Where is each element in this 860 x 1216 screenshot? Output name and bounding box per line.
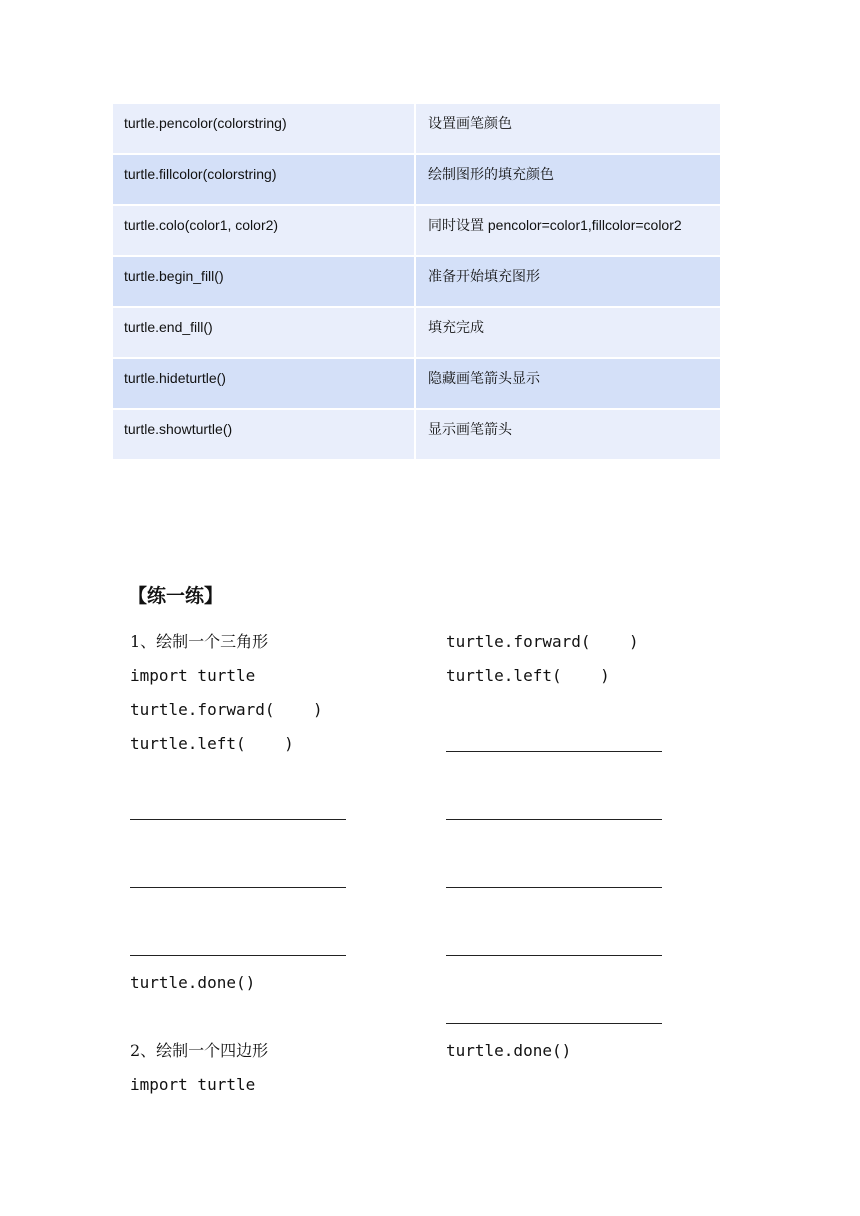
answer-blank-line[interactable] xyxy=(446,819,662,820)
function-description-cell: 绘制图形的填充颜色 xyxy=(428,166,554,182)
table-row xyxy=(113,308,720,357)
turtle-functions-table xyxy=(113,104,720,461)
table-row xyxy=(113,257,720,306)
function-description-cell: 同时设置 pencolor=color1,fillcolor=color2 xyxy=(428,217,682,233)
code-line-import: import turtle xyxy=(130,1075,256,1094)
table-row xyxy=(113,206,720,255)
function-description-cell: 显示画笔箭头 xyxy=(428,421,512,437)
answer-blank-line[interactable] xyxy=(130,819,346,820)
function-name-cell: turtle.showturtle() xyxy=(113,410,416,459)
table-row xyxy=(113,155,720,204)
function-description-cell: 准备开始填充图形 xyxy=(428,268,540,284)
function-name-cell: turtle.begin_fill() xyxy=(113,257,416,306)
code-line-forward: turtle.forward( ) xyxy=(130,700,323,719)
answer-blank-line[interactable] xyxy=(446,887,662,888)
question-1-title: 1、绘制一个三角形 xyxy=(130,632,269,651)
table-row xyxy=(113,104,720,153)
answer-blank-line[interactable] xyxy=(446,1023,662,1024)
answer-blank-line[interactable] xyxy=(130,955,346,956)
function-name-cell: turtle.hideturtle() xyxy=(113,359,416,408)
function-description-cell: 隐藏画笔箭头显示 xyxy=(428,370,540,386)
practice-heading: 【练一练】 xyxy=(128,585,224,607)
code-line-left: turtle.left( ) xyxy=(446,666,610,685)
code-line-done: turtle.done() xyxy=(446,1041,572,1060)
function-name-cell: turtle.fillcolor(colorstring) xyxy=(113,155,416,204)
question-2-title: 2、绘制一个四边形 xyxy=(130,1041,269,1060)
function-name-cell: turtle.colo(color1, color2) xyxy=(113,206,416,255)
answer-blank-line[interactable] xyxy=(446,751,662,752)
code-line-import: import turtle xyxy=(130,666,256,685)
code-line-left: turtle.left( ) xyxy=(130,734,294,753)
function-description-cell: 填充完成 xyxy=(428,319,484,335)
table-row xyxy=(113,410,720,459)
code-line-done: turtle.done() xyxy=(130,973,256,992)
code-line-forward: turtle.forward( ) xyxy=(446,632,639,651)
function-description-cell: 设置画笔颜色 xyxy=(428,115,512,131)
answer-blank-line[interactable] xyxy=(130,887,346,888)
function-name-cell: turtle.pencolor(colorstring) xyxy=(113,104,416,153)
answer-blank-line[interactable] xyxy=(446,955,662,956)
function-name-cell: turtle.end_fill() xyxy=(113,308,416,357)
table-row xyxy=(113,359,720,408)
